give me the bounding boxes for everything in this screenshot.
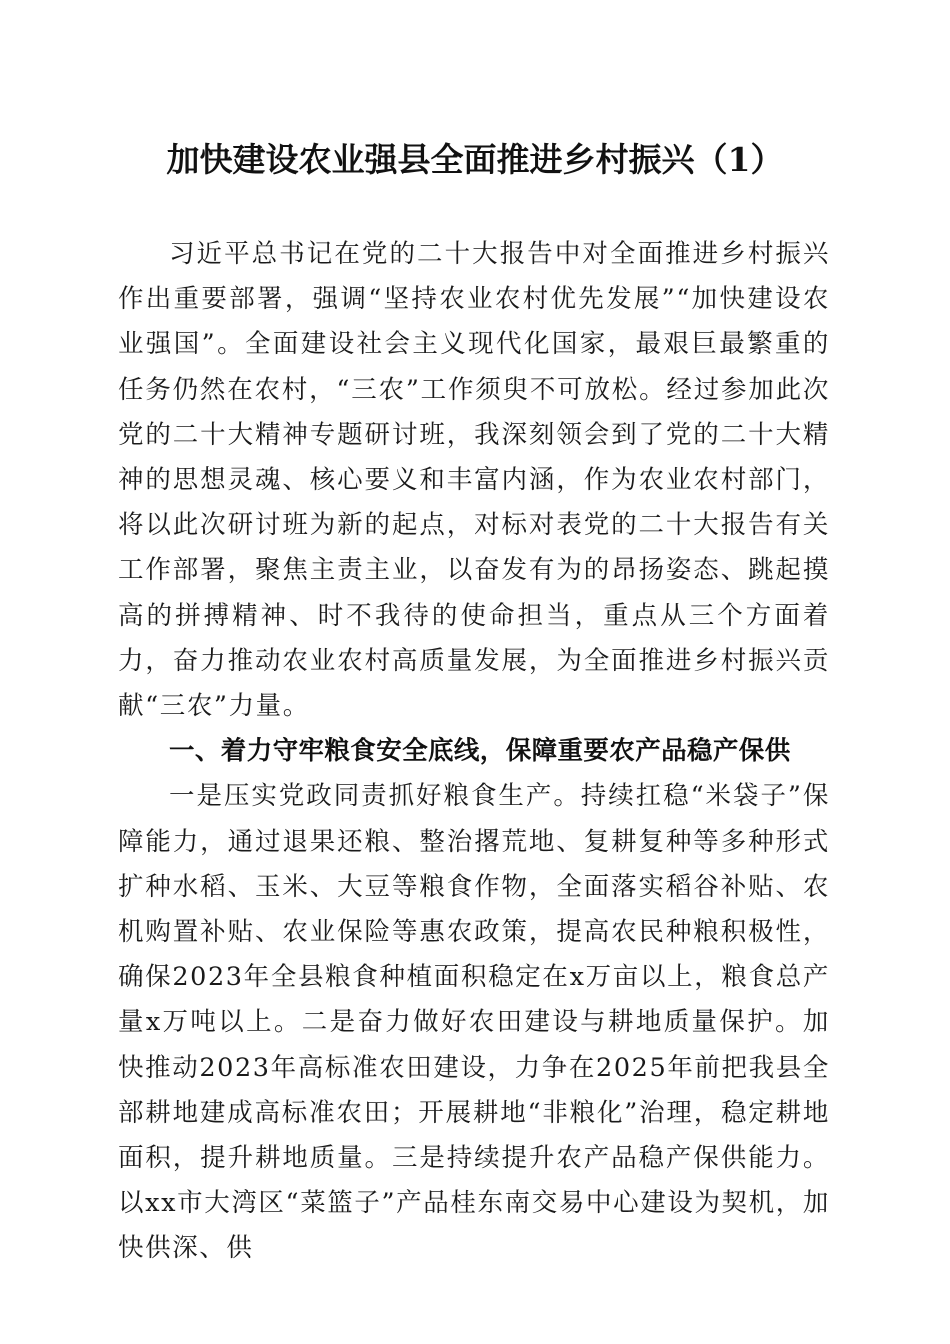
- intro-paragraph: 习近平总书记在党的二十大报告中对全面推进乡村振兴作出重要部署，强调“坚持农业农村优先发展”“加快建设农业强国”。全面建设社会主义现代化国家，最艰巨最繁重的任务仍然在农村，“三农”工作须臾不可放松。经过参加此次党的二十大精神专题研讨班，我深刻领会到了党的二十大精神的思想灵魂、核心要义和丰富内涵，作为农业农村部门，将以此次研讨班为新的起点，对标对表党的二十大报告有关工作部署，聚焦主责主业，以奋发有为的昂扬姿态、跳起摸高的拼搏精神、时不我待的使命担当，重点从三个方面着力，奋力推动农业农村高质量发展，为全面推进乡村振兴贡献“三农”力量。: [118, 239, 830, 722]
- section-paragraph: 一是压实党政同责抓好粮食生产。持续扛稳“米袋子”保障能力，通过退果还粮、整治撂荒地、复耕复种等多种形式扩种水稻、玉米、大豆等粮食作物，全面落实稻谷补贴、农机购置补贴、农业保险等惠农政策，提高农民种粮积极性，确保2023年全县粮食种植面积稳定在x万亩以上，粮食总产量x万吨以上。二是奋力做好农田建设与耕地质量保护。加快推动2023年高标准农田建设，力争在2025年前把我县全部耕地建成高标准农田；开展耕地“非粮化”治理，稳定耕地面积，提升耕地质量。三是持续提升农产品稳产保供能力。以xx市大湾区“菜篮子”产品桂东南交易中心建设为契机，加快供深、供: [118, 781, 830, 1264]
- section-heading: 一、着力守牢粮食安全底线，保障重要农产品稳产保供: [169, 736, 791, 767]
- document-body: [118, 232, 830, 1272]
- document-title: 加快建设农业强县全面推进乡村振兴（1）: [166, 140, 784, 179]
